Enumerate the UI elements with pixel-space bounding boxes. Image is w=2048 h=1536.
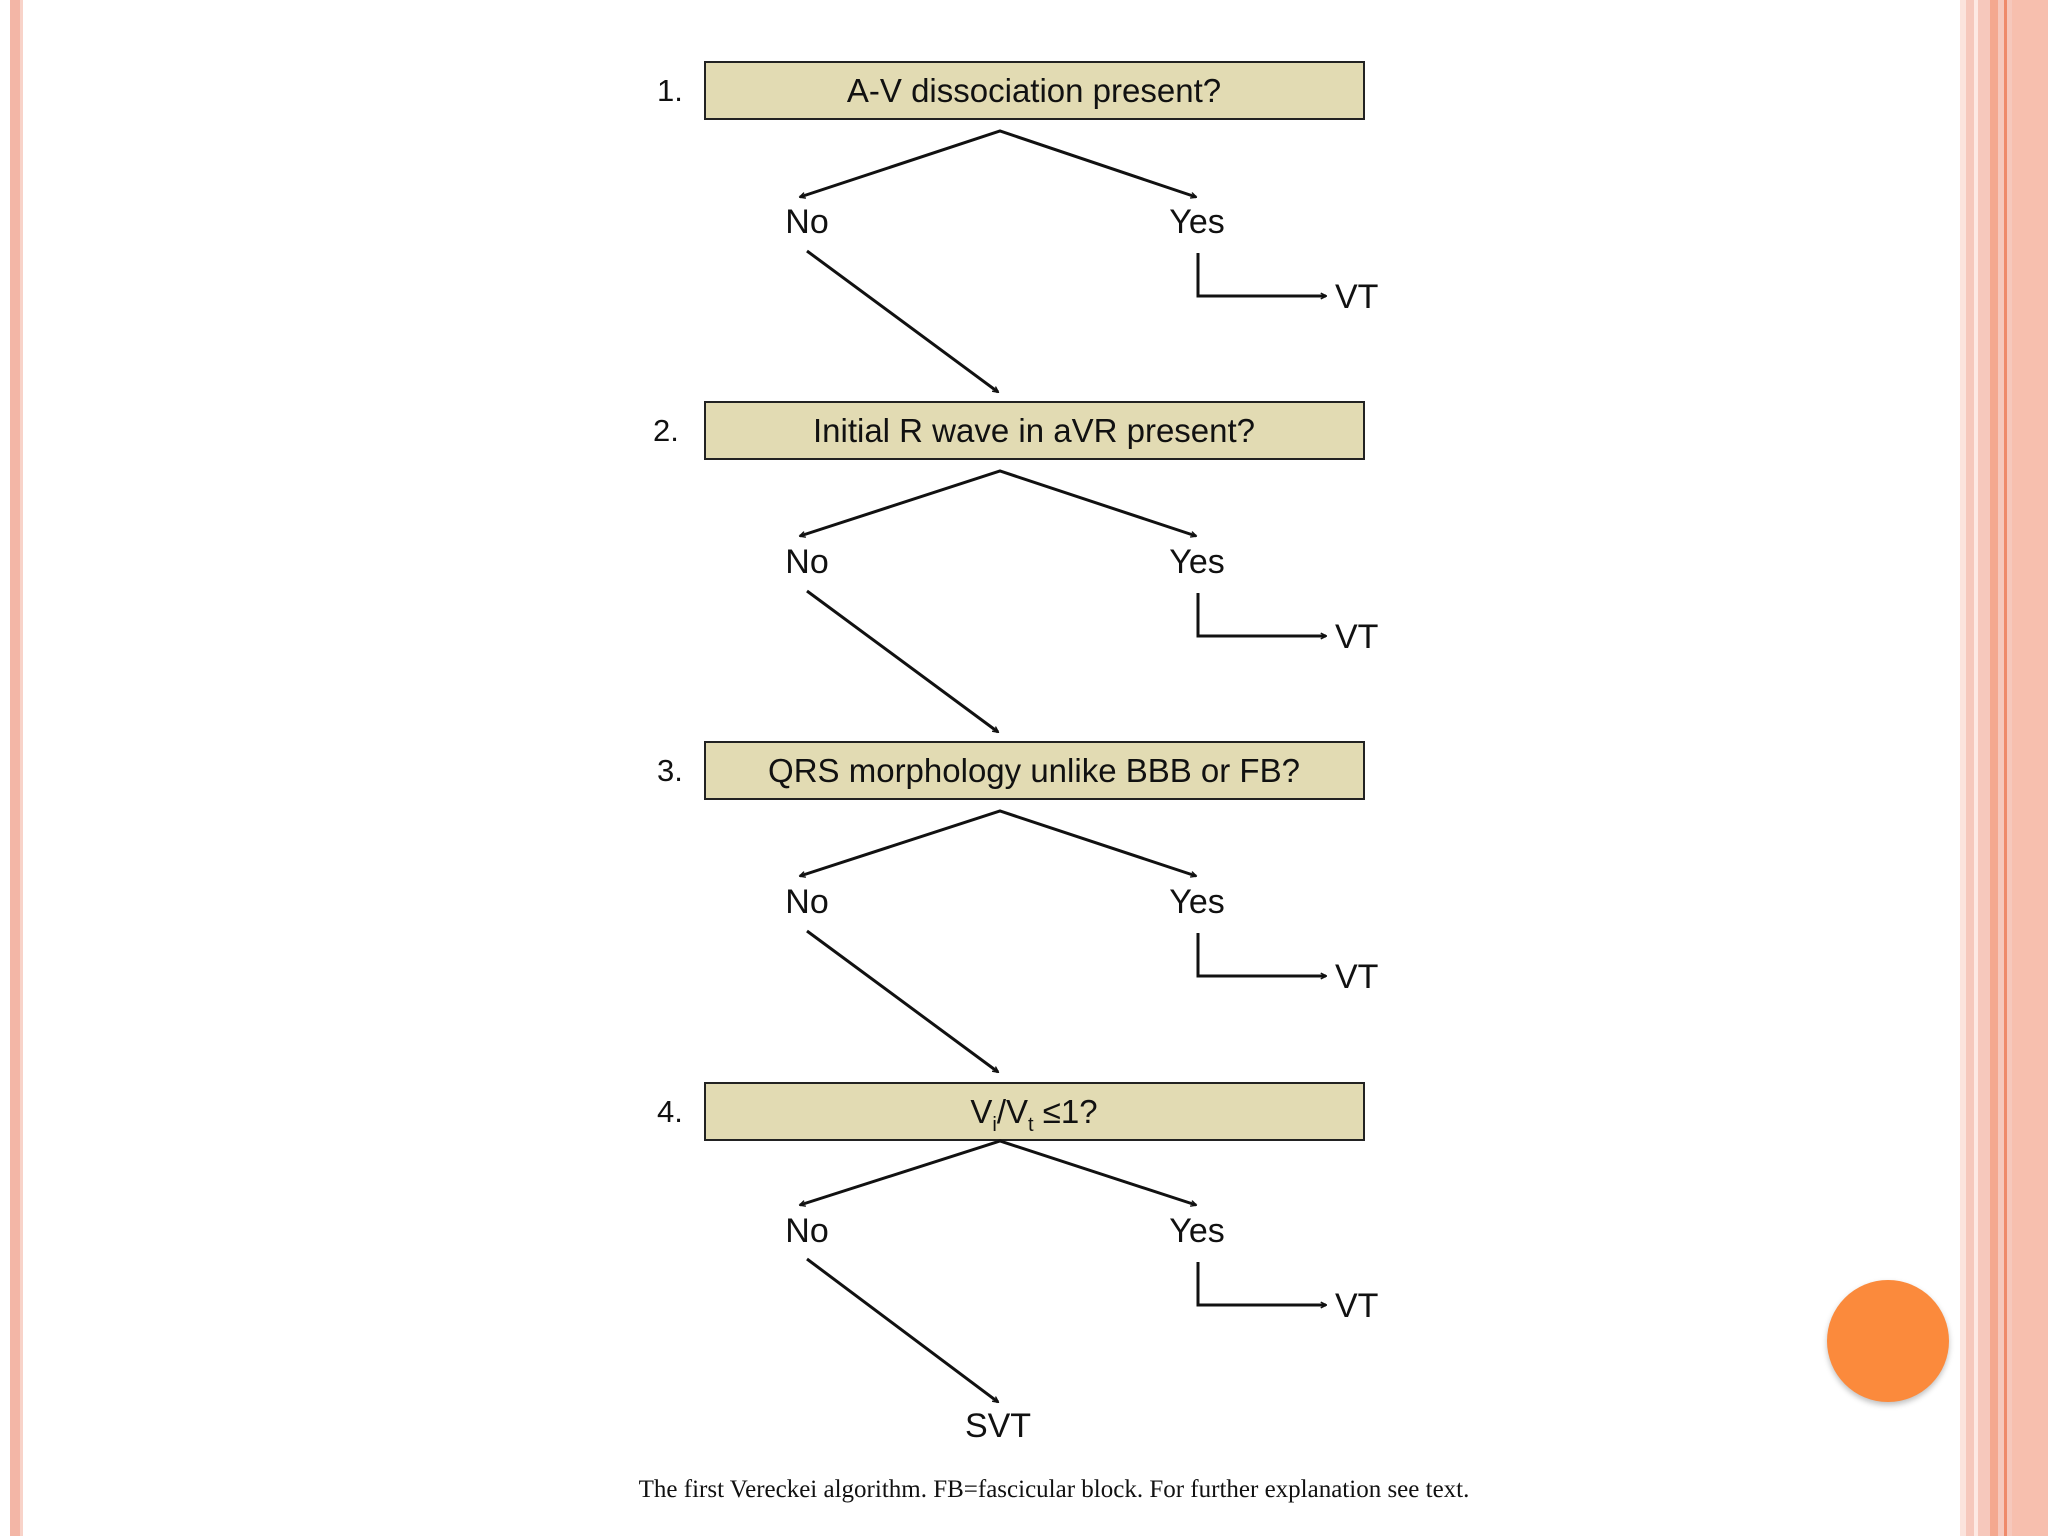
result-vt: VT xyxy=(1335,1287,1379,1325)
yes-label: Yes xyxy=(1169,543,1225,581)
yes-arrow xyxy=(1198,253,1326,296)
yes-label: Yes xyxy=(1169,203,1225,241)
branch-arrows xyxy=(800,811,1196,876)
question-text: A-V dissociation present? xyxy=(846,72,1222,109)
step-number: 4. xyxy=(657,1094,683,1129)
yes-label: Yes xyxy=(1169,1212,1225,1250)
no-arrow xyxy=(807,591,998,732)
step-number: 1. xyxy=(657,73,683,108)
question-text: QRS morphology unlike BBB or FB? xyxy=(768,752,1300,789)
branch-arrows xyxy=(800,471,1196,536)
no-label: No xyxy=(785,1212,829,1250)
no-arrow xyxy=(807,1259,998,1402)
no-arrow xyxy=(807,251,998,392)
orange-circle-decoration xyxy=(1827,1280,1949,1402)
step-number: 3. xyxy=(657,753,683,788)
no-label: No xyxy=(785,883,829,921)
no-label: No xyxy=(785,203,829,241)
yes-arrow xyxy=(1198,593,1326,636)
yes-arrow xyxy=(1198,933,1326,976)
step-number: 2. xyxy=(653,413,679,448)
result-svt: SVT xyxy=(964,1407,1032,1445)
branch-arrows xyxy=(800,1141,1196,1205)
step-1 xyxy=(657,62,1378,392)
step-3 xyxy=(657,742,1378,1072)
result-vt: VT xyxy=(1335,278,1379,316)
result-vt: VT xyxy=(1335,618,1379,656)
branch-arrows xyxy=(800,131,1196,197)
figure-caption: The first Vereckei algorithm. FB=fascicular block. For further explanation see text. xyxy=(638,1476,1470,1503)
step-4 xyxy=(657,1083,1378,1445)
yes-label: Yes xyxy=(1169,883,1225,921)
step-2 xyxy=(653,402,1378,732)
question-text: $V_i/V_t \le 1$? xyxy=(970,1093,1098,1136)
question-text: Initial R wave in aVR present? xyxy=(812,412,1256,449)
no-arrow xyxy=(807,931,998,1072)
yes-arrow xyxy=(1198,1262,1326,1305)
no-label: No xyxy=(785,543,829,581)
result-vt: VT xyxy=(1335,958,1379,996)
